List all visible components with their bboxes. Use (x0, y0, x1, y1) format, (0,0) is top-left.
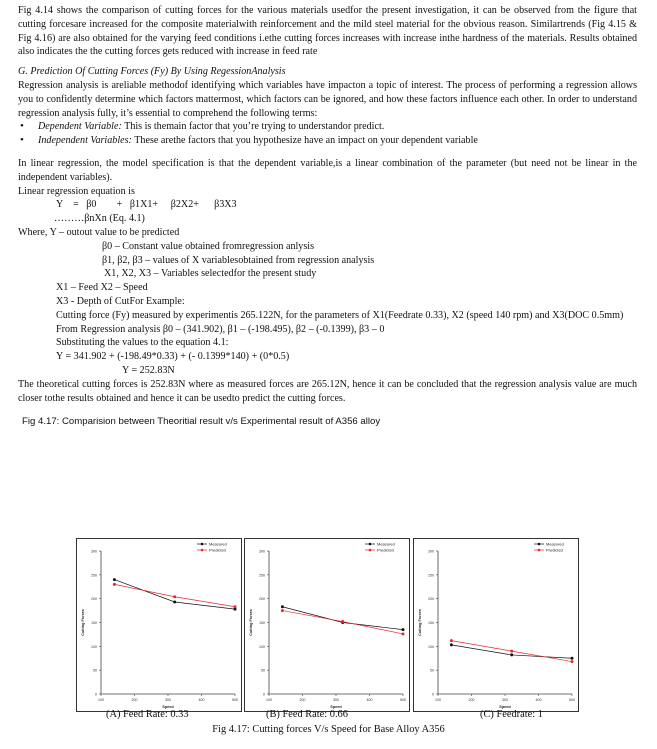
legend-label: Measured (377, 541, 395, 547)
x-axis-label: Speed (162, 705, 174, 709)
x-tick-label: 400 (198, 698, 205, 702)
legend-marker (538, 549, 541, 552)
definition-b0: β0 – Constant value obtained fromregression anlysis (102, 240, 315, 252)
chart-panel-b (244, 538, 410, 712)
data-point-measured (113, 578, 116, 581)
y-tick-label: 250 (259, 573, 265, 578)
data-point-predicted (571, 660, 574, 663)
bullet-text: This is themain factor that you’re trying to understandor predict. (121, 121, 385, 133)
data-point-predicted (341, 620, 344, 623)
bullet-independent (18, 134, 637, 148)
x-tick-label: 100 (435, 698, 441, 702)
substituting-line: Substituting the values to the equation 4.1: (56, 337, 229, 349)
x-tick-label: 300 (502, 698, 508, 702)
legend-marker (201, 543, 204, 546)
y-tick-label: 150 (259, 621, 265, 625)
chart-panel-a (76, 538, 242, 712)
data-point-measured (281, 605, 284, 608)
x-tick-label: 400 (366, 698, 373, 702)
subcaption-c: (C) Feedrate: 1 (480, 709, 543, 720)
y-tick-label: 0 (95, 692, 97, 697)
data-point-measured (450, 643, 453, 646)
legend-marker (538, 543, 541, 546)
x1-x2-line: X1 – Feed X2 – Speed (56, 282, 148, 294)
data-point-measured (173, 601, 176, 604)
chart-svg-b (245, 539, 409, 711)
subcaption-a: (A) Feed Rate: 0.33 (106, 709, 189, 720)
subcaption-b: (B) Feed Rate: 0.66 (266, 709, 348, 720)
data-point-predicted (281, 609, 284, 612)
x-tick-label: 500 (569, 698, 575, 702)
y-tick-label: 250 (428, 573, 434, 578)
chart-panel-c (413, 538, 579, 712)
y-tick-label: 50 (93, 668, 97, 673)
x-tick-label: 300 (333, 698, 339, 702)
where-line: Where, Y – outout value to be predicted (18, 226, 180, 238)
y-tick-label: 0 (432, 692, 434, 697)
data-point-measured (510, 653, 513, 656)
x-tick-label: 500 (232, 698, 238, 702)
y-tick-label: 50 (430, 668, 434, 673)
y-tick-label: 100 (91, 644, 97, 649)
data-point-predicted (510, 650, 513, 653)
x-tick-label: 100 (98, 698, 104, 702)
legend-label: Predicted (209, 547, 226, 553)
y-axis-label: Cutting Forces (81, 609, 85, 636)
legend-label: Predicted (546, 547, 563, 553)
y-axis-label: Cutting Forces (418, 609, 422, 636)
y-tick-label: 100 (428, 644, 434, 649)
x3-example-line: X3 - Depth of CutFor Example: (56, 295, 185, 307)
x-tick-label: 200 (131, 698, 138, 702)
section-heading: G. Prediction Of Cutting Forces (Fy) By Using RegessionAnalysis (18, 66, 286, 78)
linear-paragraph: In linear regression, the model specification is that the dependent variable,is a linear combination of the parameter (but need not be linear in the independent variables). (18, 157, 637, 183)
y-tick-label: 300 (91, 549, 97, 554)
data-point-predicted (450, 639, 453, 642)
series-line-measured (282, 607, 403, 630)
intro-paragraph: Fig 4.14 shows the comparison of cutting forces for the various materials usedfor the present investigation, it can be observed from the figure that cutting forcesare increased for the composite materialwith reinforcement and the mild steel material for the obvious reason. Similartrends (Fig 4.15 & Fig 4.16) are also obtained for the varying feed conditions i.ethe cutting forces increases with increase inthe hardness of the materials. Results obtained also indicates the the cutting forces gets reduced with increase in feed rate (18, 5, 637, 58)
data-point-predicted (173, 595, 176, 598)
chart-area (76, 538, 640, 714)
x-tick-label: 300 (165, 698, 171, 702)
x-tick-label: 200 (468, 698, 475, 702)
legend-label: Predicted (377, 547, 394, 553)
definition-x: X1, X2, X3 – Variables selectedfor the present study (104, 268, 317, 280)
equation-line-2: ………βnXn (Eq. 4.1) (54, 213, 145, 225)
bullet-term: Independent Variables: (38, 135, 132, 147)
data-point-measured (571, 657, 574, 660)
series-line-measured (114, 580, 235, 610)
x-tick-label: 200 (299, 698, 306, 702)
bullet-dependent (18, 120, 637, 134)
y-tick-label: 150 (91, 621, 97, 625)
y-tick-label: 50 (261, 668, 265, 673)
figure-caption: Fig 4.17: Cutting forces V/s Speed for Base Alloy A356 (212, 724, 445, 735)
bullet-term: Dependent Variable: (38, 121, 122, 133)
y-axis-label: Cutting Forces (249, 609, 253, 636)
legend-marker (201, 549, 204, 552)
legend-label: Measured (546, 541, 564, 547)
example-paragraph: Cutting force (Fy) measured by experimentis 265.122N, for the parameters of X1(Feedrate 0.33), X2 (speed 140 rpm) and X3(DOC 0.5mm) (56, 309, 624, 321)
x-tick-label: 500 (400, 698, 406, 702)
x-tick-label: 100 (266, 698, 272, 702)
definition-b123: β1, β2, β3 – values of X variablesobtained from regression analysis (102, 254, 375, 266)
data-point-predicted (234, 605, 237, 608)
chart-svg-a (77, 539, 241, 711)
equation-label: Linear regression equation is (18, 185, 135, 197)
regression-paragraph: Regression analysis is areliable methodof identifying which variables have impacton a topic of interest. The process of performing a regression allows you to confidently determine which factors mattermost, which factors can be ignored, and how these factors influence each other. In order to understand regression analysis fully, it’s essential to comprehend the following terms: (18, 79, 637, 119)
calculation-line: Y = 341.902 + (-198.49*0.33) + (- 0.1399*140) + (0*0.5) (56, 351, 290, 363)
y-tick-label: 300 (259, 549, 265, 554)
chart-svg-c (414, 539, 578, 711)
x-axis-label: Speed (330, 705, 342, 709)
y-tick-label: 150 (428, 621, 434, 625)
bullet-text: These arethe factors that you hypothesize have an impact on your dependent variable (131, 135, 478, 147)
result-line: Y = 252.83N (122, 364, 175, 376)
y-tick-label: 250 (91, 573, 97, 578)
y-tick-label: 200 (428, 597, 434, 602)
data-point-measured (402, 628, 405, 631)
legend-marker (369, 543, 372, 546)
figure-title: Fig 4.17: Comparision between Theoritial result v/s Experimental result of A356 alloy (22, 416, 381, 428)
x-tick-label: 400 (535, 698, 542, 702)
equation-line-1: Y = β0 + β1X1+ β2X2+ β3X3 (56, 199, 237, 211)
data-point-predicted (113, 583, 116, 586)
legend-label: Measured (209, 541, 227, 547)
y-tick-label: 300 (428, 549, 434, 554)
y-tick-label: 200 (259, 597, 265, 602)
legend-marker (369, 549, 372, 552)
y-tick-label: 200 (91, 597, 97, 602)
document-body (18, 4, 637, 429)
y-tick-label: 0 (263, 692, 265, 697)
data-point-predicted (402, 632, 405, 635)
y-tick-label: 100 (259, 644, 265, 649)
x-axis-label: Speed (499, 705, 511, 709)
conclusion-paragraph: The theoretical cutting forces is 252.83N where as measured forces are 265.12N, hence it can be concluded that the regression analysis value are much closer tothe results obtained and hence it can be usedto predict the cutting forces. (18, 378, 637, 404)
from-regression-line: From Regression analysis β0 – (341.902), β1 – (-198.495), β2 – (-0.1399), β3 – 0 (56, 323, 385, 335)
